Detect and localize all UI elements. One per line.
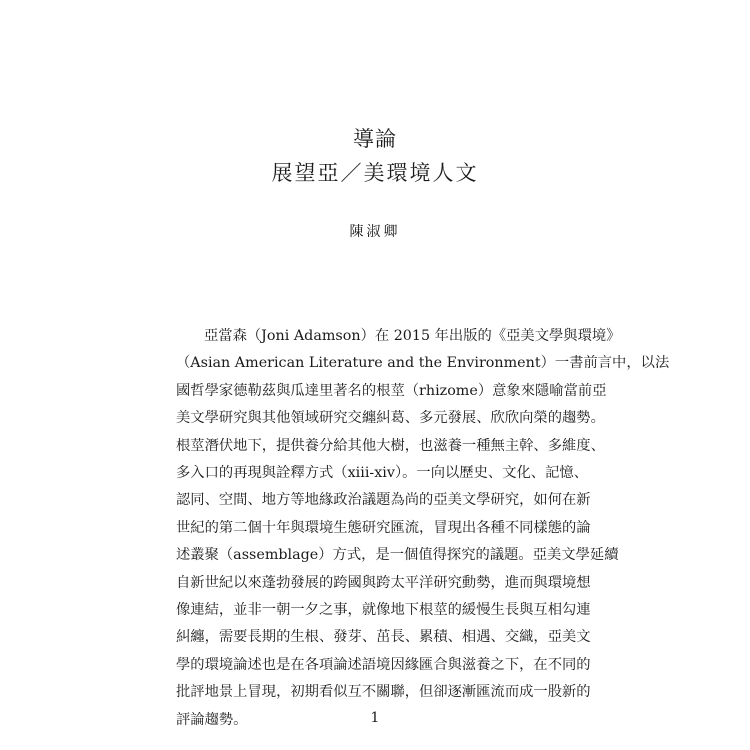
body-line: 自新世紀以來蓬勃發展的跨國與跨太平洋研究動勢，進而與環境想: [176, 574, 591, 591]
body-line: （Asian American Literature and the Environment）一書前言中，以法: [176, 355, 670, 372]
body-line: 學的環境論述也是在各項論述語境因緣匯合與滋養之下，在不同的: [176, 656, 591, 673]
body-line: 述叢聚（assemblage）方式，是一個值得探究的議題。亞美文學延續: [176, 547, 619, 564]
chapter-title: 展望亞／美環境人文: [271, 161, 479, 185]
body-line: 評論趨勢。: [176, 711, 248, 728]
body-paragraph: [176, 323, 670, 734]
author-name: 陳淑卿: [349, 224, 401, 240]
body-line: 根莖潛伏地下，提供養分給其他大樹，也滋養一種無主幹、多維度、: [176, 437, 605, 454]
body-line: 世紀的第二個十年與環境生態研究匯流，冒現出各種不同樣態的論: [176, 519, 591, 536]
body-line: 國哲學家德勒茲與瓜達里著名的根莖（rhizome）意象來隱喻當前亞: [176, 382, 607, 399]
body-line: 批評地景上冒現，初期看似互不關聯，但卻逐漸匯流而成一股新的: [176, 684, 591, 701]
body-line: 美文學研究與其他領域研究交纏糾葛、多元發展、欣欣向榮的趨勢。: [176, 410, 605, 427]
body-line: 多入口的再現與詮釋方式（xiii-xiv）。一向以歷史、文化、記憶、: [176, 465, 588, 482]
body-line: 糾纏，需要長期的生根、發芽、茁長、累積、相遇、交織，亞美文: [176, 629, 591, 646]
body-line: 認同、空間、地方等地緣政治議題為尚的亞美文學研究，如何在新: [176, 492, 591, 509]
body-line: 像連結，並非一朝一夕之事，就像地下根莖的緩慢生長與互相勾連: [176, 602, 591, 619]
chapter-label: 導論: [353, 127, 397, 151]
body-line: 亞當森（Joni Adamson）在 2015 年出版的《亞美文學與環境》: [204, 328, 621, 344]
page-number: 1: [370, 710, 380, 726]
